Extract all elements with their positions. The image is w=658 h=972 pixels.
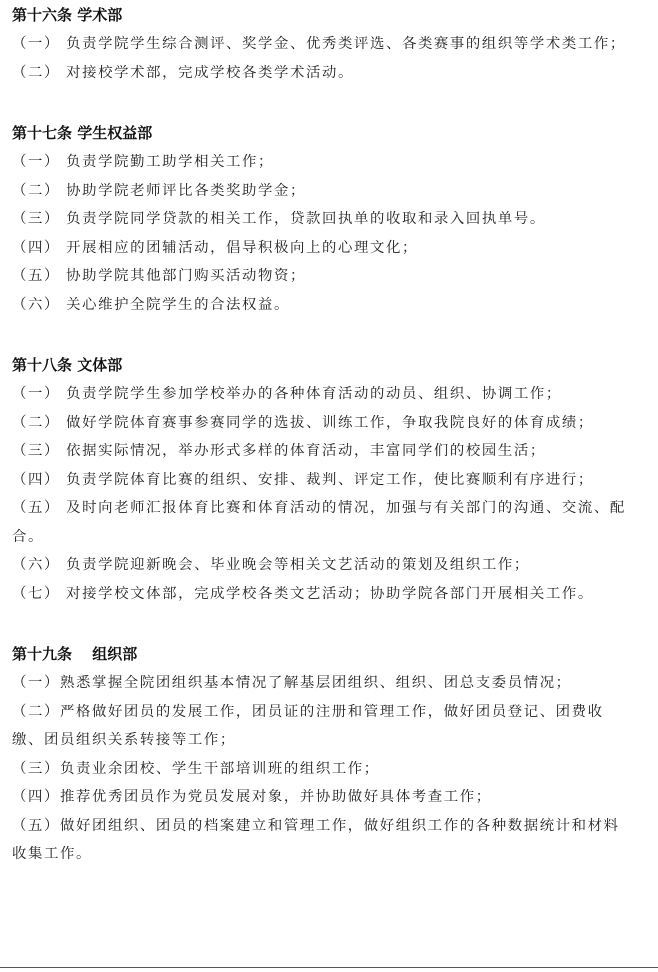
list-item: （六） 关心维护全院学生的合法权益。: [12, 296, 291, 313]
section-student-rights: [12, 120, 652, 319]
list-item: （二） 做好学院体育赛事参赛同学的选拔、训练工作，争取我院良好的体育成绩；: [12, 414, 594, 431]
list-item: （七） 对接学校文体部，完成学校各类文艺活动；协助学院各部门开展相关工作。: [12, 585, 594, 602]
document-page: [12, 2, 652, 902]
list-item: （四） 开展相应的团辅活动，倡导积极向上的心理文化；: [12, 239, 418, 256]
section-heading: 第十八条 文体部: [12, 356, 123, 374]
list-item: （三）负责业余团校、学生干部培训班的组织工作；: [12, 760, 380, 777]
list-item: （五）做好团组织、团员的档案建立和管理工作，做好组织工作的各种数据统计和材料收集工作。: [12, 817, 620, 862]
list-item: （五） 协助学院其他部门购买活动物资；: [12, 268, 307, 284]
list-item: （五） 及时向老师汇报体育比赛和体育活动的情况，加强与有关部门的沟通、交流、配合。: [12, 500, 626, 545]
section-heading: 第十九条 组织部: [12, 645, 138, 663]
section-heading: 第十六条 学术部: [12, 6, 123, 24]
section-sports-arts: [12, 352, 652, 608]
list-item: （一） 负责学院学生综合测评、奖学金、优秀类评选、各类赛事的组织等学术类工作；: [12, 36, 626, 52]
list-item: （一） 负责学院勤工助学相关工作；: [12, 154, 275, 170]
list-item: （四） 负责学院体育比赛的组织、安排、裁判、评定工作，使比赛顺利有序进行；: [12, 471, 594, 488]
list-item: （六） 负责学院迎新晚会、毕业晚会等相关文艺活动的策划及组织工作；: [12, 557, 530, 573]
section-heading: 第十七条 学生权益部: [12, 124, 153, 142]
list-item: （二）严格做好团员的发展工作，团员证的注册和管理工作，做好团员登记、团费收缴、团员组织关系转接等工作；: [12, 703, 604, 748]
list-item: （一） 负责学院学生参加学校举办的各种体育活动的动员、组织、协调工作；: [12, 386, 562, 402]
list-item: （四）推荐优秀团员作为党员发展对象，并协助做好具体考查工作；: [12, 789, 492, 805]
list-item: （三） 负责学院同学贷款的相关工作，贷款回执单的收取和录入回执单号。: [12, 211, 546, 227]
list-item: （二） 对接校学术部，完成学校各类学术活动。: [12, 64, 354, 81]
list-item: （三） 依据实际情况，举办形式多样的体育活动，丰富同学们的校园生活；: [12, 443, 546, 459]
bottom-border-line: [0, 967, 658, 968]
list-item: （二） 协助学院老师评比各类奖助学金；: [12, 182, 307, 199]
section-academic: [12, 2, 652, 87]
section-organization: [12, 641, 652, 869]
list-item: （一）熟悉掌握全院团组织基本情况了解基层团组织、组织、团总支委员情况；: [12, 675, 572, 691]
